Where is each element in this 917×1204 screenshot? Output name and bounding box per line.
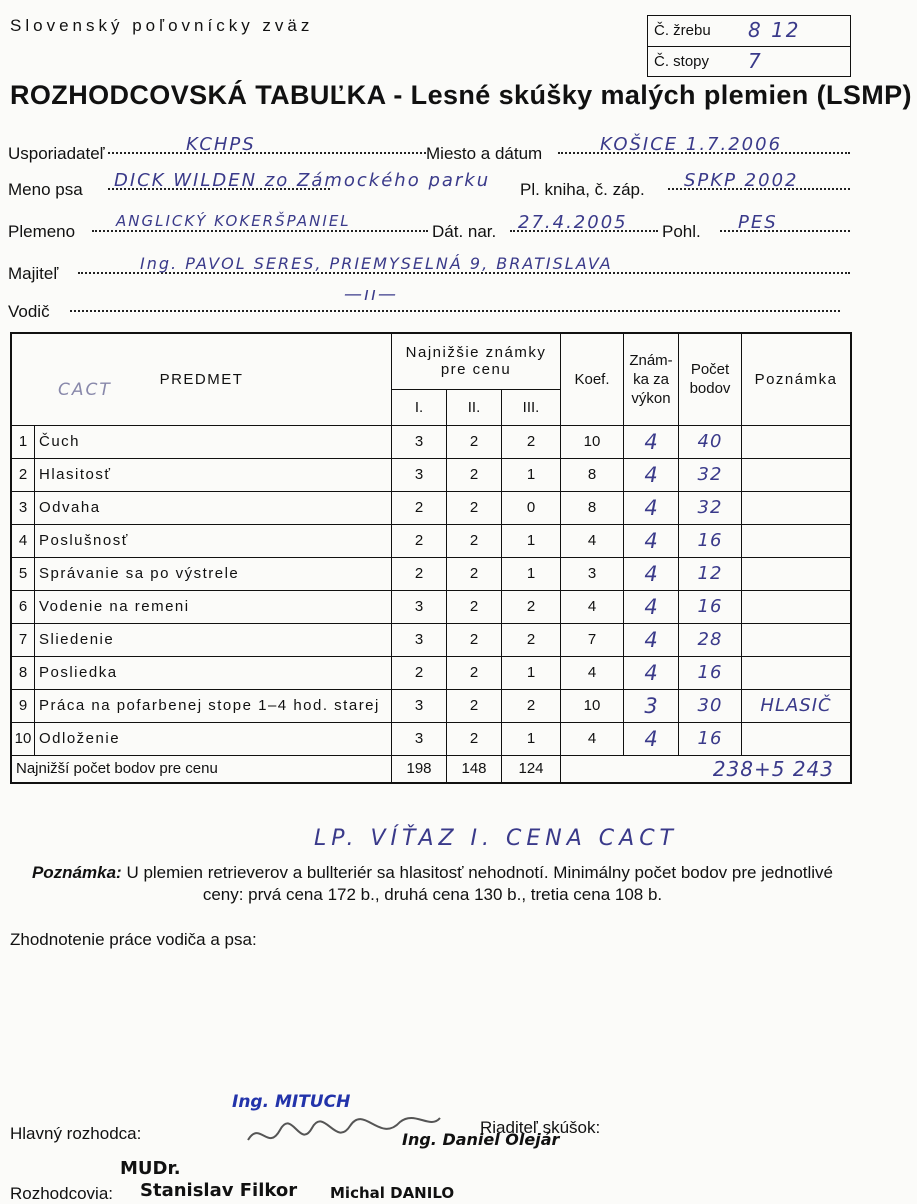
- row-subject: Čuch: [35, 425, 392, 458]
- row-prize-1: 3: [392, 689, 447, 722]
- row-prize-2: 2: [447, 425, 502, 458]
- min-points-row: [11, 755, 851, 783]
- prize-3-header: III.: [502, 389, 561, 425]
- row-prize-2: 2: [447, 557, 502, 590]
- row-prize-2: 2: [447, 623, 502, 656]
- row-coef: 3: [561, 557, 624, 590]
- row-prize-2: 2: [447, 590, 502, 623]
- row-subject: Hlasitosť: [35, 458, 392, 491]
- row-coef: 8: [561, 458, 624, 491]
- table-row: [11, 656, 851, 689]
- row-points[interactable]: 16: [679, 590, 742, 623]
- director-stamp: Ing. Daniel Olejár: [402, 1130, 560, 1149]
- row-prize-2: 2: [447, 722, 502, 755]
- row-mark[interactable]: 4: [624, 656, 679, 689]
- row-coef: 4: [561, 524, 624, 557]
- sex-label: Pohl.: [662, 222, 701, 241]
- breed-field[interactable]: ANGLICKÝ KOKERŠPANIEL: [116, 212, 351, 230]
- row-mark[interactable]: 4: [624, 458, 679, 491]
- row-prize-2: 2: [447, 524, 502, 557]
- breed-label: Plemeno: [8, 222, 76, 241]
- row-points[interactable]: 40: [679, 425, 742, 458]
- remark: [10, 862, 855, 906]
- track-number-label: Č. stopy: [654, 53, 710, 70]
- row-number: 2: [11, 458, 35, 491]
- draw-number-value[interactable]: 8 12: [748, 18, 801, 42]
- table-row: [11, 425, 851, 458]
- row-note[interactable]: [742, 425, 852, 458]
- row-prize-3: 1: [502, 557, 561, 590]
- table-row: [11, 524, 851, 557]
- row-prize-3: 1: [502, 524, 561, 557]
- total-points[interactable]: 238+5 243: [561, 755, 852, 783]
- row-points[interactable]: 16: [679, 656, 742, 689]
- row-number: 6: [11, 590, 35, 623]
- draw-track-box: [647, 15, 851, 77]
- row-points[interactable]: 12: [679, 557, 742, 590]
- row-mark[interactable]: 4: [624, 590, 679, 623]
- row-points[interactable]: 28: [679, 623, 742, 656]
- form-line-breed: [8, 212, 850, 244]
- row-subject: Poslušnosť: [35, 524, 392, 557]
- birth-label: Dát. nar.: [432, 222, 497, 241]
- owner-label: Majiteľ: [8, 264, 59, 283]
- place-date-label: Miesto a dátum: [426, 144, 543, 163]
- row-note[interactable]: [742, 623, 852, 656]
- points-header: Počet bodov: [679, 333, 742, 425]
- place-date-field[interactable]: KOŠICE 1.7.2006: [600, 134, 783, 155]
- handler-field[interactable]: —ıı—: [344, 284, 399, 305]
- mark-header: Znám-ka za výkon: [624, 333, 679, 425]
- row-note[interactable]: [742, 524, 852, 557]
- row-prize-3: 2: [502, 425, 561, 458]
- coef-header: Koef.: [561, 333, 624, 425]
- row-note[interactable]: HLASIČ: [742, 689, 852, 722]
- subject-header-label: PREDMET: [159, 370, 244, 388]
- row-prize-2: 2: [447, 689, 502, 722]
- row-subject: Posliedka: [35, 656, 392, 689]
- subject-header-note: CACT: [58, 380, 112, 400]
- row-prize-3: 2: [502, 689, 561, 722]
- table-row: [11, 623, 851, 656]
- prize-2-header: II.: [447, 389, 502, 425]
- min-points-prize-3: 124: [502, 755, 561, 783]
- min-points-prize-1: 198: [392, 755, 447, 783]
- table-row: [11, 722, 851, 755]
- row-coef: 8: [561, 491, 624, 524]
- row-prize-1: 3: [392, 590, 447, 623]
- min-points-label: Najnižší počet bodov pre cenu: [11, 755, 392, 783]
- row-prize-1: 2: [392, 557, 447, 590]
- organizer-label: Usporiadateľ: [8, 144, 105, 163]
- form-line-owner: [8, 254, 850, 286]
- row-coef: 7: [561, 623, 624, 656]
- min-marks-header: Najnižšie známky pre cenu: [392, 333, 561, 389]
- row-coef: 10: [561, 689, 624, 722]
- form-line-handler: [8, 284, 850, 324]
- row-number: 3: [11, 491, 35, 524]
- row-mark[interactable]: 4: [624, 524, 679, 557]
- row-prize-1: 2: [392, 524, 447, 557]
- row-note[interactable]: [742, 590, 852, 623]
- handler-label: Vodič: [8, 302, 50, 321]
- judge2-stamp: Michal DANILO: [330, 1184, 455, 1202]
- row-mark[interactable]: 3: [624, 689, 679, 722]
- row-mark[interactable]: 4: [624, 722, 679, 755]
- row-points[interactable]: 16: [679, 524, 742, 557]
- row-prize-2: 2: [447, 656, 502, 689]
- row-number: 10: [11, 722, 35, 755]
- prize-1-header: I.: [392, 389, 447, 425]
- row-subject: Odloženie: [35, 722, 392, 755]
- score-table: [10, 332, 852, 784]
- row-prize-2: 2: [447, 458, 502, 491]
- page-title: ROZHODCOVSKÁ TABUĽKA - Lesné skúšky malých plemien (LSMP): [10, 80, 912, 110]
- row-prize-3: 1: [502, 656, 561, 689]
- row-subject: Správanie sa po výstrele: [35, 557, 392, 590]
- row-mark[interactable]: 4: [624, 491, 679, 524]
- row-points[interactable]: 30: [679, 689, 742, 722]
- row-prize-3: 0: [502, 491, 561, 524]
- director-label: Riaditeľ skúšok:: [480, 1118, 601, 1137]
- judge1-stamp-title: MUDr.: [120, 1158, 181, 1179]
- draw-number-label: Č. žrebu: [654, 22, 711, 39]
- dog-name-field[interactable]: DICK WILDEN zo Zámockého parku: [114, 170, 491, 191]
- subject-header: [11, 333, 392, 425]
- row-coef: 4: [561, 722, 624, 755]
- dog-name-label: Meno psa: [8, 180, 83, 199]
- form-line-dog-name: [8, 170, 850, 202]
- row-mark[interactable]: 4: [624, 557, 679, 590]
- row-mark[interactable]: 4: [624, 623, 679, 656]
- row-coef: 10: [561, 425, 624, 458]
- chief-judge-label: Hlavný rozhodca:: [10, 1124, 142, 1143]
- form-line-organizer: [8, 134, 850, 166]
- row-coef: 4: [561, 590, 624, 623]
- row-subject: Sliedenie: [35, 623, 392, 656]
- row-prize-3: 2: [502, 590, 561, 623]
- row-coef: 4: [561, 656, 624, 689]
- row-prize-1: 3: [392, 458, 447, 491]
- judges-label: Rozhodcovia:: [10, 1184, 114, 1203]
- row-number: 1: [11, 425, 35, 458]
- row-note[interactable]: [742, 656, 852, 689]
- row-prize-1: 3: [392, 722, 447, 755]
- row-number: 7: [11, 623, 35, 656]
- row-subject: Vodenie na remeni: [35, 590, 392, 623]
- row-prize-3: 2: [502, 623, 561, 656]
- judge1-stamp: Stanislav Filkor: [140, 1180, 298, 1201]
- row-note[interactable]: [742, 722, 852, 755]
- remark-label: Poznámka:: [31, 863, 122, 882]
- studbook-field[interactable]: SPKP 2002: [684, 170, 799, 191]
- row-note[interactable]: [742, 458, 852, 491]
- table-row: [11, 689, 851, 722]
- row-number: 8: [11, 656, 35, 689]
- row-prize-1: 3: [392, 425, 447, 458]
- owner-field[interactable]: Ing. PAVOL SERES, PRIEMYSELNÁ 9, BRATISLAVA: [140, 254, 613, 273]
- row-prize-2: 2: [447, 491, 502, 524]
- birth-field[interactable]: 27.4.2005: [518, 212, 628, 233]
- row-prize-1: 3: [392, 623, 447, 656]
- row-mark[interactable]: 4: [624, 425, 679, 458]
- organization-name: Slovenský poľovnícky zväz: [10, 16, 314, 35]
- table-row: [11, 557, 851, 590]
- row-prize-1: 2: [392, 491, 447, 524]
- row-points[interactable]: 16: [679, 722, 742, 755]
- row-prize-3: 1: [502, 458, 561, 491]
- draw-number-row: [648, 16, 850, 46]
- table-row: [11, 491, 851, 524]
- row-subject: Práca na pofarbenej stope 1–4 hod. starej: [35, 689, 392, 722]
- note-header: Poznámka: [742, 333, 852, 425]
- result-handwritten[interactable]: LP. VÍŤAZ I. CENA CACT: [314, 826, 678, 851]
- row-points[interactable]: 32: [679, 458, 742, 491]
- row-number: 9: [11, 689, 35, 722]
- organizer-field[interactable]: KCHPS: [186, 134, 256, 155]
- row-number: 4: [11, 524, 35, 557]
- remark-text: U plemien retrieverov a bullteriér sa hlasitosť nehodnotí. Minimálny počet bodov pre jednotlivé ceny: prvá cena 172 b., druhá cena 130 b., tretia cena 108 b.: [126, 863, 834, 904]
- row-prize-1: 2: [392, 656, 447, 689]
- track-number-row: [648, 46, 850, 77]
- min-points-prize-2: 148: [447, 755, 502, 783]
- row-subject: Odvaha: [35, 491, 392, 524]
- table-row: [11, 590, 851, 623]
- table-row: [11, 458, 851, 491]
- row-points[interactable]: 32: [679, 491, 742, 524]
- chief-judge-stamp: Ing. MITUCH: [232, 1092, 351, 1112]
- row-number: 5: [11, 557, 35, 590]
- row-note[interactable]: [742, 491, 852, 524]
- row-prize-3: 1: [502, 722, 561, 755]
- track-number-value[interactable]: 7: [748, 49, 763, 73]
- row-note[interactable]: [742, 557, 852, 590]
- evaluation-label: Zhodnotenie práce vodiča a psa:: [10, 930, 257, 949]
- studbook-label: Pl. kniha, č. záp.: [520, 180, 645, 199]
- sex-field[interactable]: PES: [738, 212, 778, 233]
